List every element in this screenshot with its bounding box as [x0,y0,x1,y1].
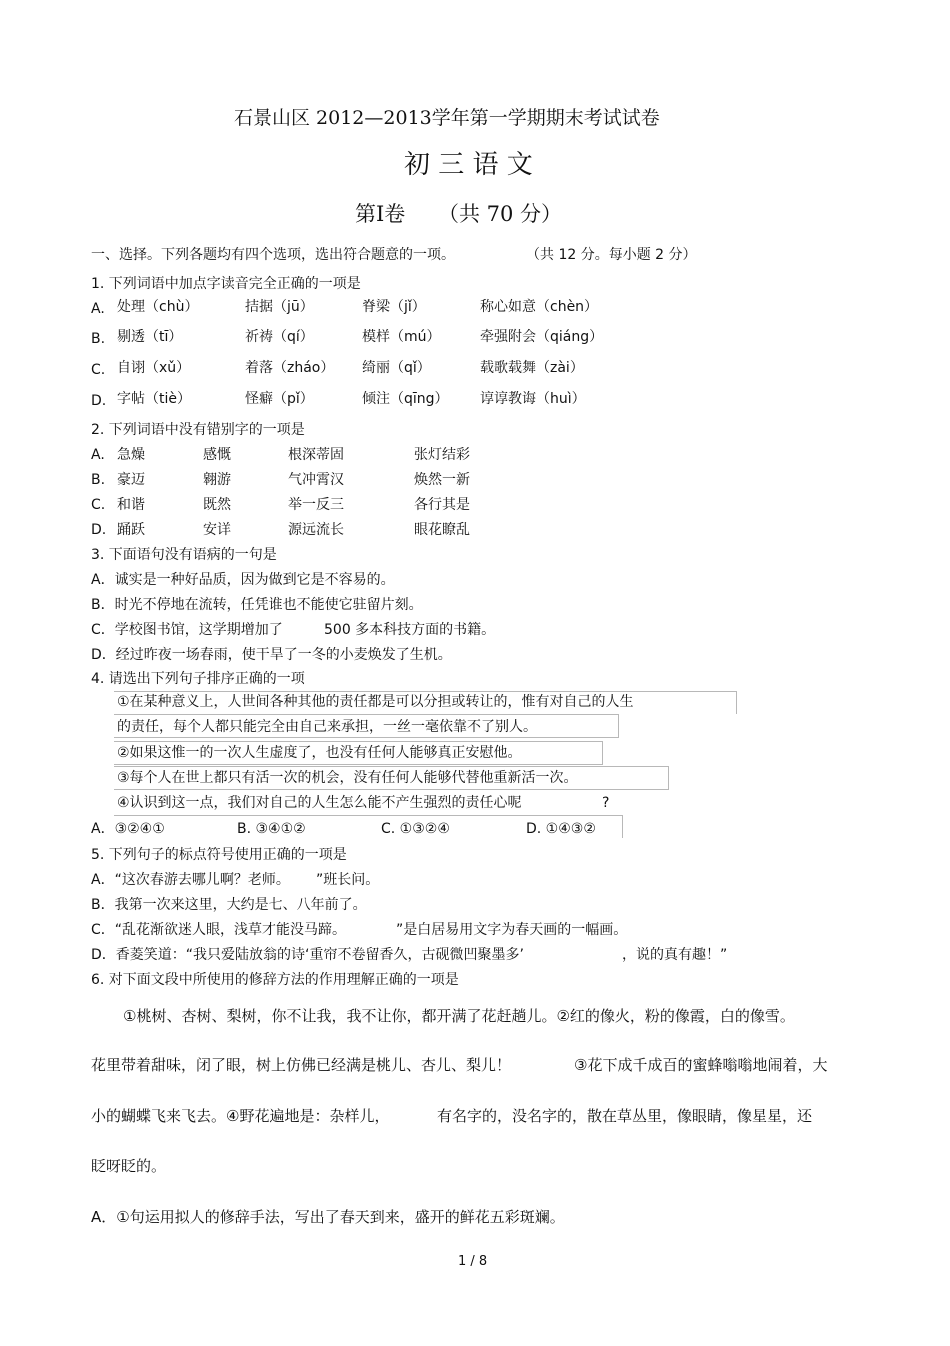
q6-passage-line-2b: ③花下成千成百的蜜蜂嗡嗡地闹着，大 [574,1056,828,1074]
q1-option-b-item4: 牵强附会（qiáng） [480,329,604,345]
q1-option-d-item4: 谆谆教诲（huì） [480,391,586,407]
q4-option-c[interactable]: C. ①③②④ [381,821,450,837]
q1-option-d-item2: 怪癖（pǐ） [245,391,314,407]
q5-option-a-continued: ”班长问。 [316,872,380,888]
q6-passage-line-3a: 小的蝴蝶飞来飞去。④野花遍地是：杂样儿， [91,1107,390,1125]
q6-stem: 6. 对下面文段中所使用的修辞方法的作用理解正确的一项是 [91,972,459,988]
section-score-note: （共 12 分。每小题 2 分） [526,247,697,263]
q6-passage-line-4: 眨呀眨的。 [91,1157,167,1175]
q1-option-a-item2: 拮据（jū） [245,299,314,315]
q1-option-d-item1: 字帖（tiè） [117,391,191,407]
q5-option-c-continued: ”是白居易用文字为春天画的一幅画。 [396,922,628,938]
q5-stem: 5. 下列句子的标点符号使用正确的一项是 [91,847,347,863]
q1-option-c-item2: 着落（zháo） [245,360,335,376]
volume-title [355,204,562,225]
q4-sentence-3: ③每个人在世上都只有活一次的机会，没有任何人能够代替他重新活一次。 [117,770,578,786]
q2-option-a-label[interactable]: A. [91,447,105,463]
q4-option-b[interactable]: B. ③④①② [237,821,306,837]
volume-score: （共 70 分） [437,202,563,226]
q2-option-d-item1: 踊跃 [117,522,145,538]
q1-option-b-label[interactable]: B. [91,331,106,347]
q3-option-c-continued: 500 多本科技方面的书籍。 [324,622,496,638]
q1-option-b-item2: 祈祷（qí） [245,329,314,345]
exam-title: 石景山区 2012—2013学年第一学期期末考试试卷 [234,107,660,129]
q2-option-d-label[interactable]: D. [91,522,107,538]
q1-option-d-item3: 倾注（qīng） [362,391,449,407]
q1-option-c-item1: 自诩（xǔ） [117,360,191,376]
section-heading: 一、选择。下列各题均有四个选项，选出符合题意的一项。 [91,247,455,263]
volume-label: 第Ⅰ卷 [355,202,406,226]
page-number: 1 / 8 [458,1254,488,1269]
q2-option-d-item4: 眼花瞭乱 [414,522,470,538]
q6-passage-line-3b: 有名字的，没名字的，散在草丛里，像眼睛，像星星，还 [437,1107,813,1125]
q2-option-a-item4: 张灯结彩 [414,447,470,463]
q6-passage-line-1: ①桃树、杏树、梨树，你不让我，我不让你，都开满了花赶趟儿。②红的像火，粉的像霞，白的像雪。 [123,1007,795,1025]
q4-sentence-4: ④认识到这一点，我们对自己的人生怎么能不产生强烈的责任心呢 [117,795,522,811]
q2-option-a-item2: 感慨 [203,447,231,463]
q1-option-a-label[interactable]: A. [91,301,105,317]
q5-option-a[interactable]: A．“这次春游去哪儿啊？老师。 [91,872,290,888]
q1-option-b-item3: 模样（mú） [362,329,441,345]
q1-option-a-item1: 处理（chù） [117,299,199,315]
q5-option-d[interactable]: D．香菱笑道：“我只爱陆放翁的诗‘重帘不卷留香久，古砚微凹聚墨多’ [91,947,524,963]
q2-option-c-item3: 举一反三 [288,497,344,513]
q2-option-b-item2: 翱游 [203,472,231,488]
q4-sentence-2: ②如果这惟一的一次人生虚度了，也没有任何人能够真正安慰他。 [117,745,522,761]
q2-option-d-item2: 安详 [203,522,231,538]
q2-option-b-item4: 焕然一新 [414,472,470,488]
q2-option-a-item3: 根深蒂固 [288,447,344,463]
q1-option-d-label[interactable]: D. [91,393,107,409]
q1-option-a-item4: 称心如意（chèn） [480,299,599,315]
q3-option-a[interactable]: A．诚实是一种好品质，因为做到它是不容易的。 [91,572,395,588]
q2-option-c-item1: 和谐 [117,497,145,513]
q2-option-c-item2: 既然 [203,497,231,513]
q3-option-b[interactable]: B．时光不停地在流转，任凭谁也不能使它驻留片刻。 [91,597,423,613]
q3-stem: 3. 下面语句没有语病的一句是 [91,547,277,563]
q1-option-c-label[interactable]: C. [91,362,106,378]
q1-option-b-item1: 剔透（tī） [117,329,183,345]
q4-sentence-1: ①在某种意义上，人世间各种其他的责任都是可以分担或转让的，惟有对自己的人生 [117,694,634,710]
q2-option-d-item3: 源远流长 [288,522,344,538]
q6-option-a[interactable]: A．①句运用拟人的修辞手法，写出了春天到来，盛开的鲜花五彩斑斓。 [91,1208,565,1226]
q2-stem: 2. 下列词语中没有错别字的一项是 [91,422,305,438]
q6-passage-line-2a: 花里带着甜味，闭了眼，树上仿佛已经满是桃儿、杏儿、梨儿！ [91,1056,512,1074]
q4-sentence-1-continued: 的责任，每个人都只能完全由自己来承担，一丝一毫依靠不了别人。 [117,719,537,735]
q1-option-c-item3: 绮丽（qǐ） [362,360,431,376]
q1-stem: 1. 下列词语中加点字读音完全正确的一项是 [91,276,361,292]
q4-option-d[interactable]: D. ①④③② [526,821,596,837]
q4-sentence-4-mark: ? [602,795,610,811]
subject-title [404,152,533,178]
q4-stem: 4. 请选出下列句子排序正确的一项 [91,671,305,687]
q1-option-a-item3: 脊梁（jǐ） [362,299,426,315]
q2-option-b-item1: 豪迈 [117,472,145,488]
q2-option-b-label[interactable]: B. [91,472,106,488]
q5-option-b[interactable]: B．我第一次来这里，大约是七、八年前了。 [91,897,367,913]
q3-option-d[interactable]: D．经过昨夜一场春雨，使干旱了一冬的小麦焕发了生机。 [91,647,452,663]
q5-option-d-continued: ，说的真有趣！” [622,947,728,963]
q2-option-c-item4: 各行其是 [414,497,470,513]
q3-option-c[interactable]: C．学校图书馆，这学期增加了 [91,622,283,638]
q2-option-a-item1: 急燥 [117,447,145,463]
q1-option-c-item4: 载歌载舞（zài） [480,360,584,376]
q2-option-c-label[interactable]: C. [91,497,106,513]
q4-option-a[interactable]: A．③②④① [91,821,165,837]
q5-option-c[interactable]: C．“乱花渐欲迷人眼，浅草才能没马蹄。 [91,922,347,938]
subject-text: 初 三 语 文 [404,150,533,180]
q2-option-b-item3: 气冲霄汉 [288,472,344,488]
